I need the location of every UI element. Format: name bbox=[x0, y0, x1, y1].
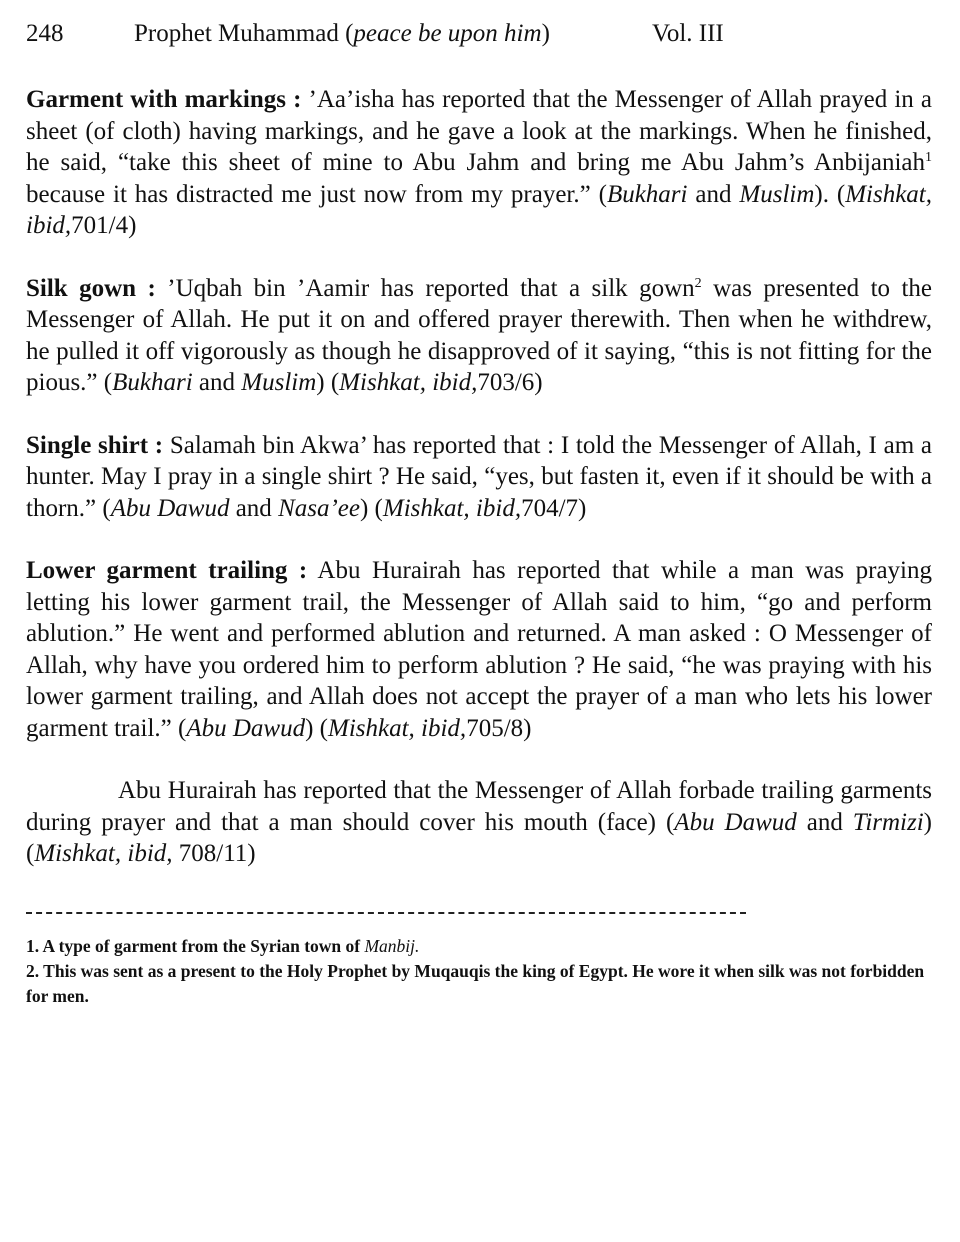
body-text: Abu Hurairah has reported that while a man was praying letting his lower garment trail, the Messenger of Allah said to him, “go and perform ablution.” He went and performed ablution and returned. A man asked : O Messenger of Allah, why have you ordered him to perform ablution ? He said, “he was praying with his lower garment trailing, and Allah does not accept the prayer of a man who lets his lower garment trail.” ( bbox=[26, 557, 932, 742]
body-text: and bbox=[192, 369, 242, 396]
section-heading: Silk gown : bbox=[26, 274, 156, 302]
source-citation: Tirmizi bbox=[852, 808, 924, 836]
body-text: because it has distracted me just now from my prayer.” ( bbox=[26, 180, 607, 208]
running-title bbox=[134, 20, 550, 48]
body-text: and bbox=[687, 180, 740, 208]
body-text: ). ( bbox=[814, 180, 846, 208]
source-citation: Mishkat, ibid, bbox=[328, 714, 467, 742]
body-text: ) ( bbox=[26, 808, 932, 867]
footnotes bbox=[26, 934, 932, 1009]
source-citation: Mishkat, ibid, bbox=[26, 180, 932, 239]
source-citation: Muslim bbox=[739, 180, 815, 208]
section-heading: Garment with markings : bbox=[26, 86, 302, 113]
section-heading: Lower garment trailing : bbox=[26, 557, 308, 584]
footnote-1 bbox=[26, 934, 932, 959]
page-header bbox=[26, 14, 932, 54]
source-citation: Nasa’ee bbox=[278, 494, 360, 522]
body-text: ) ( bbox=[305, 714, 328, 742]
body-text: was presented to the Messenger of Allah. He put it on and offered prayer therewith. Then when he withdrew, he pulled it off vigorously as though he disapproved of it saying, “this is not fitting for the pious.” ( bbox=[26, 274, 933, 396]
paragraph-single-shirt bbox=[26, 430, 932, 525]
reference-number: 701/4) bbox=[71, 212, 137, 239]
footnote-2: 2. This was sent as a present to the Holy Prophet by Muqauqis the king of Egypt. He wore it when silk was not forbidden for men. bbox=[26, 960, 925, 1006]
body-text: ’Uqbah bin ’Aamir has reported that a silk gown bbox=[155, 274, 695, 302]
running-title-italic: peace be upon him bbox=[353, 20, 542, 47]
page-number: 248 bbox=[26, 20, 64, 47]
running-title-prefix: Prophet Muhammad ( bbox=[134, 20, 354, 47]
paragraph-lower-garment-trailing bbox=[26, 555, 932, 744]
paragraph-garment-with-markings bbox=[26, 84, 932, 242]
reference-number: 704/7) bbox=[521, 494, 587, 522]
body-text: and bbox=[229, 494, 279, 522]
source-citation: Mishkat, ibid, bbox=[339, 369, 478, 396]
footnote-marker: 1 bbox=[925, 150, 932, 165]
footnote-place-name: Manbij. bbox=[364, 935, 420, 956]
body-text: ’Aa’isha has reported that the Messenger of Allah prayed in a sheet (of cloth) having markings, and he gave a look at the markings. When he finished, he said, “take this sheet of mine to Abu Jahm and bring me Abu Jahm’s Anbijaniah bbox=[26, 86, 932, 176]
source-citation: Bukhari bbox=[112, 369, 193, 396]
book-page bbox=[26, 14, 932, 1009]
source-citation: Abu Dawud bbox=[186, 714, 306, 742]
reference-number: 705/8) bbox=[466, 714, 532, 742]
volume-label: Vol. III bbox=[652, 20, 724, 47]
reference-number: 708/11) bbox=[172, 840, 256, 867]
running-title-suffix: ) bbox=[541, 20, 550, 47]
paragraph-silk-gown bbox=[26, 273, 932, 399]
source-citation: Abu Dawud bbox=[674, 808, 797, 836]
footnote-text: 1. A type of garment from the Syrian town of bbox=[26, 935, 365, 956]
source-citation: Muslim bbox=[241, 369, 317, 396]
body-text: Abu Hurairah has reported that the Messenger of Allah forbade trailing garments during prayer and that a man should cover his mouth (face) ( bbox=[26, 777, 932, 836]
footnote-divider bbox=[26, 912, 746, 914]
body-text: and bbox=[796, 808, 853, 836]
source-citation: Mishkat, ibid, bbox=[382, 494, 522, 522]
section-heading: Single shirt : bbox=[26, 431, 164, 459]
source-citation: Abu Dawud bbox=[110, 494, 230, 522]
paragraph-trailing-garments bbox=[26, 775, 932, 870]
source-citation: Bukhari bbox=[606, 180, 688, 208]
body-text: ) ( bbox=[316, 369, 340, 396]
footnote-marker: 2 bbox=[694, 275, 702, 291]
reference-number: 703/6) bbox=[477, 369, 543, 396]
body-text: ) ( bbox=[359, 494, 383, 522]
source-citation: Mishkat, ibid, bbox=[34, 840, 173, 867]
body-text: Salamah bin Akwa’ has reported that : I told the Messenger of Allah, I am a hunter. May I pray in a single shirt ? He said, “yes, but fasten it, even if it should be with a thorn.” ( bbox=[26, 431, 932, 522]
